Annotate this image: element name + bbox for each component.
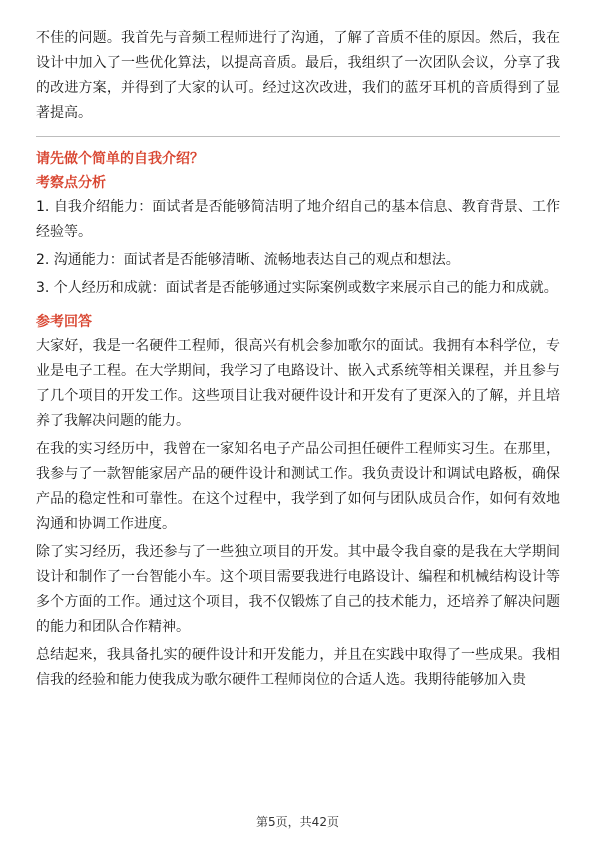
- answer-paragraph: 在我的实习经历中，我曾在一家知名电子产品公司担任硬件工程师实习生。在那里，我参与了一款智能家居产品的硬件设计和测试工作。我负责设计和调试电路板，确保产品的稳定性和可靠性。在这个过程中，我学到了如何与团队成员合作，如何有效地沟通和协调工作进度。: [36, 441, 560, 532]
- page-number-footer: 第5页，共42页: [256, 815, 339, 829]
- answer-paragraph: 大家好，我是一名硬件工程师，很高兴有机会参加歌尔的面试。我拥有本科学位，专业是电子工程。在大学期间，我学习了电路设计、嵌入式系统等相关课程，并且参与了几个项目的开发工作。这些项目让我对硬件设计和开发有了更深入的了解，并且培养了我解决问题的能力。: [36, 338, 560, 429]
- answer-paragraph: 除了实习经历，我还参与了一些独立项目的开发。其中最令我自豪的是我在大学期间设计和制作了一台智能小车。这个项目需要我进行电路设计、编程和机械结构设计等多个方面的工作。通过这个项目，我不仅锻炼了自己的技术能力，还培养了解决问题的能力和团队合作精神。: [36, 544, 560, 635]
- intro-paragraph: 不佳的问题。我首先与音频工程师进行了沟通，了解了音质不佳的原因。然后，我在设计中加入了一些优化算法，以提高音质。最后，我组织了一次团队会议，分享了我的改进方案，并得到了大家的认可。经过这次改进，我们的蓝牙耳机的音质得到了显著提高。: [36, 30, 560, 121]
- analysis-point: 1. 自我介绍能力：面试者是否能够简洁明了地介绍自己的基本信息、教育背景、工作经验等。: [36, 199, 560, 240]
- answer-title: 参考回答: [36, 314, 92, 330]
- analysis-point: 2. 沟通能力：面试者是否能够清晰、流畅地表达自己的观点和想法。: [36, 252, 460, 268]
- analysis-title: 考察点分析: [36, 175, 106, 191]
- answer-paragraph: 总结起来，我具备扎实的硬件设计和开发能力，并且在实践中取得了一些成果。我相信我的经验和能力使我成为歌尔硬件工程师岗位的合适人选。我期待能够加入贵: [36, 647, 560, 688]
- document-page: [36, 26, 560, 696]
- question-heading: 请先做个简单的自我介绍？: [36, 151, 204, 167]
- analysis-point: 3. 个人经历和成就：面试者是否能够通过实际案例或数字来展示自己的能力和成就。: [36, 280, 558, 296]
- section-divider: [36, 136, 560, 137]
